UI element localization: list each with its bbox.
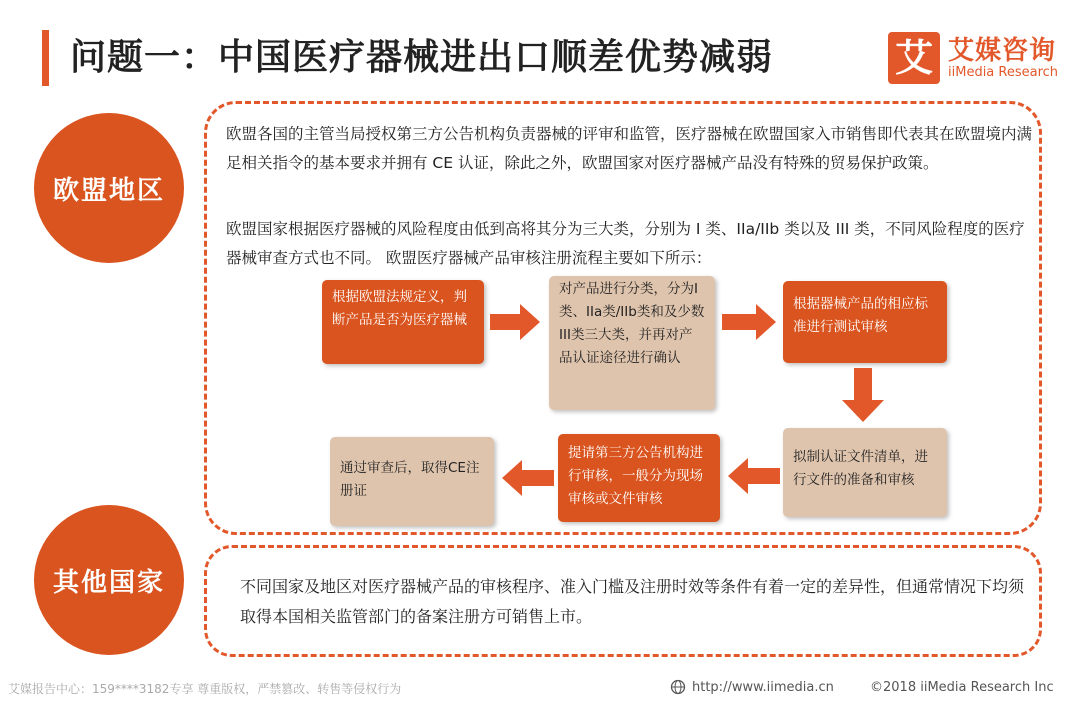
flow-step-1: 根据欧盟法规定义，判断产品是否为医疗器械 [322,280,484,364]
others-paragraph: 不同国家及地区对医疗器械产品的审核程序、准入门槛及注册时效等条件有着一定的差异性，但通常情况下均须取得本国相关监管部门的备案注册方可销售上市。 [240,577,1025,626]
eu-paragraph-1: 欧盟各国的主管当局授权第三方公告机构负责器械的评审和监管，医疗器械在欧盟国家入市销售即代表其在欧盟境内满足相关指令的基本要求并拥有 CE 认证，除此之外，欧盟国家对医疗器械产品没有特殊的贸易保护政策。 [226,125,1033,172]
region-others-circle: 其他国家 [34,505,184,655]
logo-mark: 艾 [888,32,940,84]
flow-step-6: 通过审查后，取得CE注册证 [330,437,494,526]
footer-copyright: ©2018 iiMedia Research Inc [870,680,1054,695]
flow-step-2: 对产品进行分类，分为I类、IIa类/IIb类和及少数III类三大类，并再对产品认证途径进行确认 [549,276,715,410]
title-accent-bar [42,30,49,86]
page-title: 问题一：中国医疗器械进出口顺差优势减弱 [70,37,774,78]
arrow-left-icon [726,456,780,496]
eu-paragraph-2: 欧盟国家根据医疗器械的风险程度由低到高将其分为三大类，分别为 I 类、IIa/IIb 类以及 III 类，不同风险程度的医疗器械审查方式也不同。 欧盟医疗器械产品审核注册流程主要如下所示： [226,220,1025,267]
globe-icon [670,679,686,695]
arrow-right-icon [490,302,542,342]
logo-en: iiMedia Research [948,65,1059,80]
footer-watermark: 艾媒报告中心：159****3182专享 尊重版权，严禁篡改、转售等侵权行为 [8,682,402,696]
footer-url[interactable]: http://www.iimedia.cn [692,680,834,695]
flow-step-3: 根据器械产品的相应标准进行测试审核 [783,281,947,363]
arrow-down-icon [840,368,886,424]
flow-step-5: 提请第三方公告机构进行审核，一般分为现场审核或文件审核 [558,434,720,522]
brand-logo [888,30,1063,90]
region-eu-circle: 欧盟地区 [34,113,184,263]
flow-step-4: 拟制认证文件清单，进行文件的准备和审核 [783,428,947,517]
arrow-left-icon [500,458,554,498]
logo-name: 艾媒咨询 [948,36,1057,66]
arrow-right-icon [722,302,778,342]
